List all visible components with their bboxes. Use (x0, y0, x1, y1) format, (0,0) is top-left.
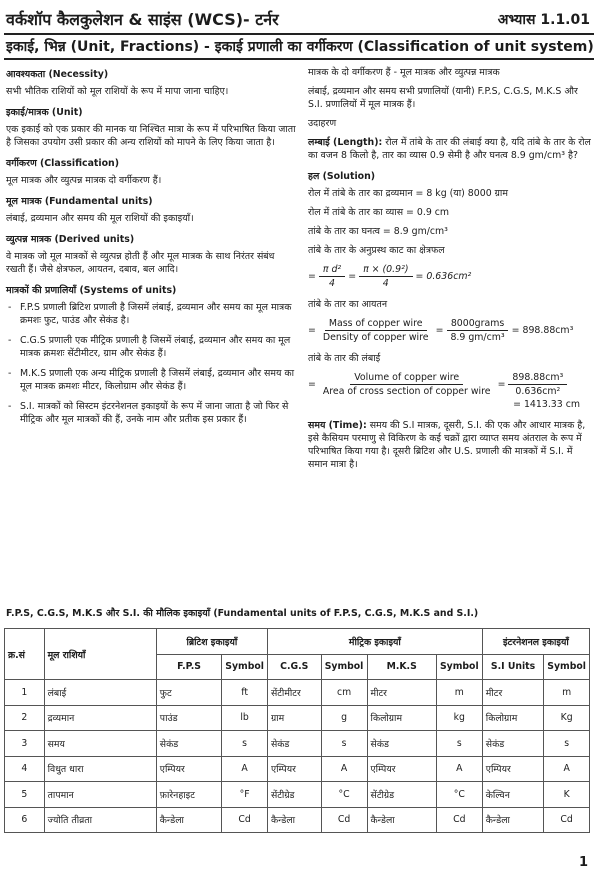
header-international: इंटरनेशनल इकाइयाँ (482, 629, 589, 655)
subheader-cell: Symbol (436, 654, 482, 680)
table-cell: A (321, 756, 367, 782)
length-label: लम्बाई (Length): (308, 137, 383, 148)
systems-heading: मात्रकों की प्रणालियाँ (Systems of units) (6, 285, 177, 296)
page-header (6, 8, 590, 30)
table-cell: द्रव्यमान (44, 705, 156, 731)
table-cell: कैन्डेला (156, 807, 221, 833)
time-label: समय (Time): (308, 420, 367, 431)
table-cell: मीटर (482, 680, 543, 706)
table-cell: सेंटीग्रेड (367, 782, 436, 808)
title-divider (4, 58, 594, 60)
table-cell: 4 (5, 756, 45, 782)
table-cell: फ़ारेनहाइट (156, 782, 221, 808)
table-cell: cm (321, 680, 367, 706)
table-row (5, 680, 590, 706)
subheader-cell: Symbol (321, 654, 367, 680)
area-fraction-2: $\frac{\text{π × (0.9²)}}{4}$ (359, 263, 412, 290)
list-item: - M.K.S प्रणाली एक अन्य मीट्रिक प्रणाली है जिसमें लंबाई, द्रव्यमान और समय का मूल मात्रक क्रमशः मीटर, किलोग्राम और सेकंड हैं। (20, 367, 296, 393)
table-cell: सेकंड (482, 731, 543, 757)
table-row (5, 731, 590, 757)
table-cell: m (544, 680, 590, 706)
table-cell: एम्पियर (156, 756, 221, 782)
given-diameter: रोल में तांबे के तार का व्यास = 0.9 cm (308, 207, 450, 218)
table-cell: सेकंड (367, 731, 436, 757)
fundamental-systems-note: लंबाई, द्रव्यमान और समय सभी प्रणालियों (यानी) F.P.S, C.G.S, M.K.S और S.I. प्रणालियों में मूल मात्रक हैं। (308, 86, 578, 110)
table-cell: g (321, 705, 367, 731)
volume-equation: = $\frac{\text{Mass of copper wire}}{\text{Density of copper wire}}$ = $\frac{\text{8000grams}}{\text{8.9 gm/cm³}}$ = 898.88cm³ (308, 318, 574, 343)
area-result: = 0.636cm² (415, 271, 472, 282)
classification-heading: वर्गीकरण (Classification) (6, 158, 120, 169)
table-cell: ग्राम (267, 705, 321, 731)
table-header-row (5, 629, 590, 655)
table-cell: °C (321, 782, 367, 808)
left-column (6, 66, 296, 433)
table-cell: Cd (544, 807, 590, 833)
header-divider (4, 33, 594, 35)
length-equation: = $\frac{\text{Volume of copper wire}}{\text{Area of cross section of copper wire}}$ = $\frac{\text{898.88cm³}}{\text{0.636cm²}}$ (308, 371, 592, 398)
table-cell: केल्विन (482, 782, 543, 808)
table-cell: ज्योति तीव्रता (44, 807, 156, 833)
table-cell: किलोग्राम (367, 705, 436, 731)
table-cell: Cd (321, 807, 367, 833)
table-row (5, 756, 590, 782)
area-equation: = $\frac{\text{π d²}}{4}$ = $\frac{\text{π × (0.9²)}}{4}$ = 0.636cm² (308, 264, 472, 289)
table-cell: s (321, 731, 367, 757)
table-cell: s (436, 731, 482, 757)
table-row (5, 807, 590, 833)
length-result: = 1413.33 cm (513, 399, 580, 410)
table-cell: A (544, 756, 590, 782)
table-cell: A (222, 756, 268, 782)
table-cell: s (544, 731, 590, 757)
table-cell: 3 (5, 731, 45, 757)
subheader-cell: Symbol (222, 654, 268, 680)
unit-text: एक इकाई को एक प्रकार की मानक या निश्चित मात्रा के रूप में परिभाषित किया जाता है जिसका उपयोग उसी प्रकार की अन्य राशियों को मापने के लिए किया जाता है। (6, 124, 296, 148)
volume-label: तांबे के तार का आयतन (308, 299, 388, 310)
classification-intro: मात्रक के दो वर्गीकरण हैं - मूल मात्रक और व्युत्पन्न मात्रक (308, 67, 500, 78)
table-cell: 5 (5, 782, 45, 808)
table-cell: Kg (544, 705, 590, 731)
derived-units-text: वे मात्रक जो मूल मात्रकों से व्युत्पन्न होती हैं और मूल मात्रक के साथ निरंतर संबंध रखती हैं। जैसे क्षेत्रफल, आयतन, दबाव, बल आदि। (6, 251, 275, 275)
table-body (5, 680, 590, 833)
exercise-number: अभ्यास 1.1.01 (497, 11, 590, 28)
necessity-heading: आवश्यकता (Necessity) (6, 69, 109, 80)
table-title: F.P.S, C.G.S, M.K.S और S.I. की मौलिक इकाइयाँ (Fundamental units of F.P.S, C.G.S, M.K.S and S.I.) (6, 608, 479, 619)
table-cell: कैन्डेला (367, 807, 436, 833)
header-serial: क्र.सं (5, 629, 45, 680)
length-problem (308, 136, 592, 162)
unit-heading: इकाई/मात्रक (Unit) (6, 107, 83, 118)
table-cell: Cd (436, 807, 482, 833)
table-cell: 2 (5, 705, 45, 731)
table-cell: 6 (5, 807, 45, 833)
table-cell: सेकंड (267, 731, 321, 757)
subheader-cell: Symbol (544, 654, 590, 680)
time-text: समय की S.I मात्रक, दूसरी, S.I. की एक और आधार मात्रक है, इसे कैसियम परमाणु से विकिरण के कई चक्रों द्वारा व्याप्त समय अंतराल के रूप में परिभाषित किया गया है। दूसरी ब्रिटिश और U.S. प्रणाली की मात्रकों में S.I. में समान मात्रा है। (308, 420, 586, 470)
table-cell: लंबाई (44, 680, 156, 706)
derived-units-heading: व्युत्पन्न मात्रक (Derived units) (6, 234, 135, 245)
table-row (5, 705, 590, 731)
table-cell: °C (436, 782, 482, 808)
table-cell: s (222, 731, 268, 757)
header-metric: मीट्रिक इकाइयाँ (267, 629, 482, 655)
table-cell: फुट (156, 680, 221, 706)
table-cell: एम्पियर (267, 756, 321, 782)
units-table (4, 628, 590, 833)
list-item: - C.G.S प्रणाली एक मीट्रिक प्रणाली है जिसमें लंबाई, द्रव्यमान और समय का मूल मात्रक क्रमशः सेंटीमीटर, ग्राम और सेकंड हैं। (20, 334, 296, 360)
table-cell: मीटर (367, 680, 436, 706)
systems-list (6, 301, 296, 426)
table-cell: एम्पियर (482, 756, 543, 782)
area-label: तांबे के तार के अनुप्रस्थ काट का क्षेत्रफल (308, 245, 445, 256)
time-paragraph (308, 419, 592, 471)
list-item: - S.I. मात्रकों को सिस्टम इंटरनेशनल इकाइयों के रूप में जाना जाता है जो फिर से मीट्रिक और मूल मात्रकों की हैं, उनके नाम और प्रतीक इस प्रकार हैं। (20, 400, 296, 426)
header-quantity: मूल राशियाँ (44, 629, 156, 680)
fundamental-units-text: लंबाई, द्रव्यमान और समय की मूल राशियों की इकाइयाँ। (6, 213, 194, 224)
length-fraction-1: $\frac{\text{Volume of copper wire}}{\text{Area of cross section of copper wire}}$ (322, 372, 491, 397)
subheader-cell: C.G.S (267, 654, 321, 680)
fundamental-units-heading: मूल मात्रक (Fundamental units) (6, 196, 153, 207)
length-calc-label: तांबे के तार की लंबाई (308, 353, 381, 364)
table-cell: ft (222, 680, 268, 706)
table-cell: एम्पियर (367, 756, 436, 782)
table-cell: तापमान (44, 782, 156, 808)
example-heading: उदाहरण (308, 118, 337, 129)
lesson-title: इकाई, भिन्न (Unit, Fractions) - इकाई प्रणाली का वर्गीकरण (Classification of unit system) (6, 39, 594, 55)
classification-text: मूल मात्रक और व्युत्पन्न मात्रक दो वर्गीकरण हैं। (6, 175, 162, 186)
table-row (5, 782, 590, 808)
right-column (308, 66, 592, 477)
table-cell: कैन्डेला (267, 807, 321, 833)
table-cell: lb (222, 705, 268, 731)
table-cell: पाउंड (156, 705, 221, 731)
page-number: 1 (578, 855, 588, 870)
area-fraction-1: $\frac{\text{π d²}}{4}$ (319, 263, 345, 290)
table-cell: समय (44, 731, 156, 757)
table-cell: A (436, 756, 482, 782)
volume-fraction-1: $\frac{\text{Mass of copper wire}}{\text{Density of copper wire}}$ (322, 318, 429, 343)
volume-fraction-2: $\frac{\text{8000grams}}{\text{8.9 gm/cm³}}$ (446, 317, 508, 344)
subheader-cell: S.I Units (482, 654, 543, 680)
length-fraction-2: $\frac{\text{898.88cm³}}{\text{0.636cm²}}$ (508, 371, 567, 398)
length-problem-text: रोल में तांबे के तार की लंबाई क्या है, यदि तांबे के तार के रोल का वजन 8 किलो है, तार का व्यास 0.9 सेमी है और घनत्व 8.9 gm/cm³ है? (308, 137, 591, 161)
table-cell: kg (436, 705, 482, 731)
header-british: ब्रिटिश इकाइयाँ (156, 629, 267, 655)
table-cell: सेकंड (156, 731, 221, 757)
table-cell: 1 (5, 680, 45, 706)
subheader-cell: F.P.S (156, 654, 221, 680)
table-cell: K (544, 782, 590, 808)
subheader-cell: M.K.S (367, 654, 436, 680)
solution-heading: हल (Solution) (308, 171, 376, 182)
table-cell: कैन्डेला (482, 807, 543, 833)
book-title: वर्कशॉप कैलकुलेशन & साइंस (WCS)- टर्नर (6, 10, 279, 29)
given-density: तांबे के तार का घनत्व = 8.9 gm/cm³ (308, 226, 448, 237)
table-cell: °F (222, 782, 268, 808)
necessity-text: सभी भौतिक राशियों को मूल राशियों के रूप में मापा जाना चाहिए। (6, 86, 229, 97)
table-cell: किलोग्राम (482, 705, 543, 731)
volume-result: = 898.88cm³ (511, 325, 574, 336)
table-cell: Cd (222, 807, 268, 833)
list-item: - F.P.S प्रणाली ब्रिटिश प्रणाली है जिसमें लंबाई, द्रव्यमान और समय का मूल मात्रक क्रमशः फुट, पाउंड और सेकंड है। (20, 301, 296, 327)
table-cell: सेंटीग्रेड (267, 782, 321, 808)
given-mass: रोल में तांबे के तार का द्रव्यमान = 8 kg (या) 8000 ग्राम (308, 188, 508, 199)
table-cell: विधुत धारा (44, 756, 156, 782)
table-cell: m (436, 680, 482, 706)
table-cell: सेंटीमीटर (267, 680, 321, 706)
